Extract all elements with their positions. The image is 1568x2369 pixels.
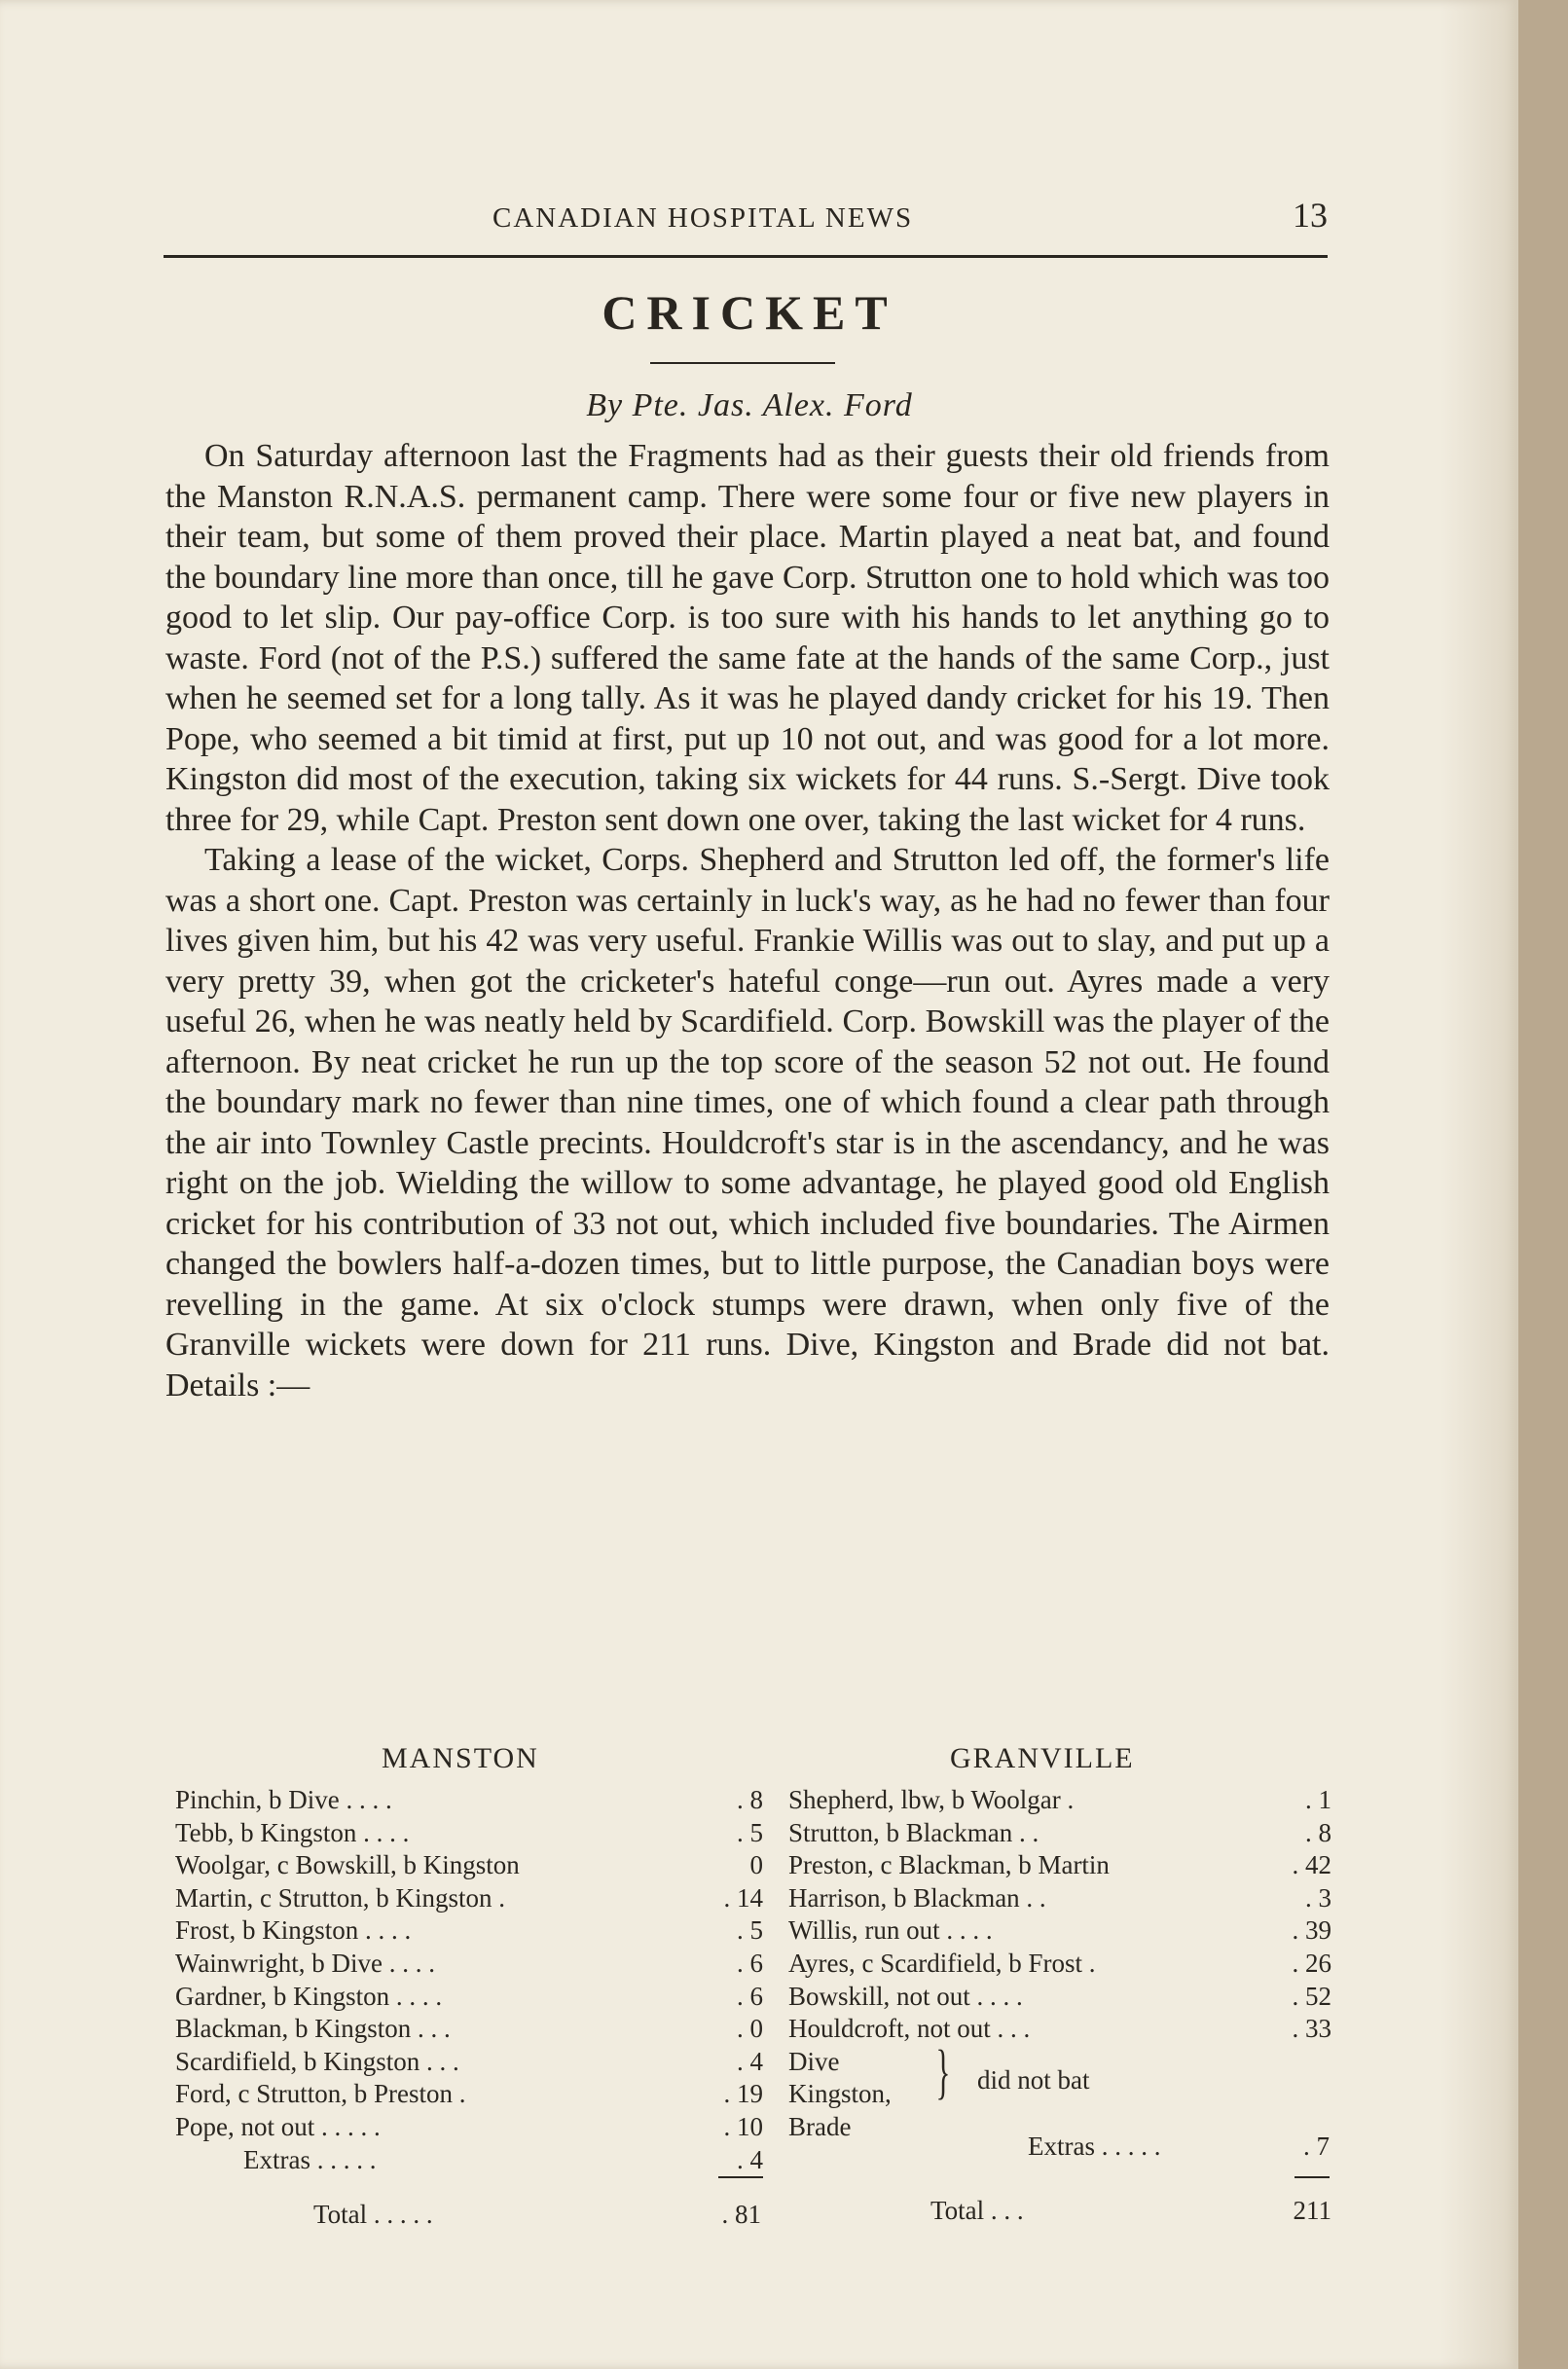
score-row [788,1818,1331,1851]
runs-value: . 6 [737,1949,763,1978]
runs-value: . 0 [737,2014,763,2044]
batsman-entry: Martin, c Strutton, b Kingston . [175,1882,505,1913]
runs-value: . 1 [1305,1785,1331,1814]
runs-value: . 52 [1292,1981,1331,2011]
runs-value: . 3 [1305,1882,1331,1913]
runs-value: . 14 [723,1882,763,1913]
byline: By Pte. Jas. Alex. Ford [586,387,913,423]
score-row [175,1785,763,1818]
batsman-entry: Tebb, b Kingston . . . . [175,1817,410,1847]
batsman-entry: Woolgar, c Bowskill, b Kingston [175,1850,520,1880]
article-body [165,436,1330,1405]
batsman-entry: Scardifield, b Kingston . . . [175,2046,459,2076]
article-title: CRICKET [602,285,897,340]
batsman-entry: Ayres, c Scardifield, b Frost . [788,1949,1096,1978]
runs-value: 0 [749,1850,763,1880]
header-rule [164,255,1328,258]
score-row [175,1850,763,1883]
score-row [175,1883,763,1916]
batsman-entry: Houldcroft, not out . . . [788,2014,1031,2044]
runs-value: . 4 [737,2046,763,2076]
score-row [788,1915,1331,1949]
batsman-entry: Preston, c Blackman, b Martin [788,1850,1110,1880]
batsman-entry: Brade [788,2112,852,2141]
manston-total-row [313,2200,761,2233]
runs-value: . 8 [737,1785,763,1814]
score-row [175,2112,763,2145]
score-row [788,1785,1331,1818]
score-row [175,2145,763,2178]
runs-value: . 39 [1292,1915,1331,1946]
running-header [164,191,1328,245]
runs-value: . 10 [723,2112,763,2141]
page-number: 13 [1293,196,1328,235]
batsman-entry: Dive [788,2046,840,2076]
batsman-entry: Extras . . . . . [243,2144,377,2174]
runs-value: . 26 [1292,1949,1331,1978]
running-title: CANADIAN HOSPITAL NEWS [492,202,914,234]
runs-value: . 42 [1292,1850,1331,1880]
batsman-entry: Pope, not out . . . . . [175,2112,381,2141]
score-row [175,1982,763,2015]
granville-extras: . 7 [1303,2132,1330,2161]
runs-value: . 5 [737,1817,763,1847]
manston-sum-rule [718,2176,763,2178]
batsman-entry: Strutton, b Blackman . . [788,1817,1039,1847]
score-row [175,2047,763,2080]
batsman-entry: Kingston, [788,2079,892,2109]
score-row [175,1949,763,1982]
batsman-entry: Gardner, b Kingston . . . . [175,1981,443,2011]
runs-value: . 5 [737,1915,763,1946]
batsman-entry: Bowskill, not out . . . . [788,1981,1023,2011]
score-row [175,1915,763,1949]
extras-label: Extras . . . . . [1028,2132,1161,2161]
batsman-entry: Blackman, b Kingston . . . [175,2014,451,2044]
granville-extras-row [862,2132,1330,2165]
batsman-entry: Pinchin, b Dive . . . . [175,1785,392,1814]
score-row [788,1982,1331,2015]
total-label: Total . . . . . [313,2200,433,2229]
batsman-entry: Ford, c Strutton, b Preston . [175,2079,466,2109]
score-row [788,1850,1331,1883]
did-not-bat-brace: } [935,2039,951,2105]
runs-value: . 19 [723,2079,763,2109]
granville-total-row [930,2196,1331,2229]
score-row [788,1883,1331,1916]
paragraph: Taking a lease of the wicket, Corps. Shepherd and Strutton led off, the former's life was a short one. Capt. Preston was certainly in luck's way, as he had no fewer than four lives given him, but his 42 was very useful. Frankie Willis was out to slay, and put up a very pretty 39, when got the cricketer's hateful conge—run out. Ayres made a very useful 26, when he was neatly held by Scardifield. Corp. Bowskill was the player of the afternoon. By neat cricket he run up the top score of the season 52 not out. He found the boundary mark no fewer than nine times, one of which found a clear path through the air into Townley Castle precints. Houldcroft's star is in the ascendancy, and he was right on the job. Wielding the willow to some advantage, he played good old English cricket for his contribution of 33 not out, which included five boundaries. The Airmen changed the bowlers half-a-dozen times, but to little purpose, the Canadian boys were revelling in the game. At six o'clock stumps were drawn, when only five of the Granville wickets were down for 211 runs. Dive, Kingston and Brade did not bat. Details :— [165,842,1330,1403]
runs-value: . 8 [1305,1817,1331,1847]
page-edge-shadow [1440,0,1518,2369]
score-row [175,2079,763,2112]
score-row [788,2014,1331,2047]
manston-total: . 81 [721,2200,761,2229]
score-row [175,2014,763,2047]
runs-value: . 6 [737,1981,763,2011]
score-row [175,1818,763,1851]
title-rule [650,362,835,364]
batsman-entry: Shepherd, lbw, b Woolgar . [788,1785,1075,1814]
did-not-bat-label: did not bat [977,2065,1090,2095]
score-row [788,1949,1331,1982]
team-heading-granville: GRANVILLE [950,1742,1135,1774]
granville-sum-rule [1295,2176,1330,2178]
batsman-entry: Harrison, b Blackman . . [788,1882,1046,1913]
granville-total: 211 [1293,2196,1331,2225]
batsman-entry: Willis, run out . . . . [788,1915,993,1946]
paragraph: On Saturday afternoon last the Fragments had as their guests their old friends from the Manston R.N.A.S. permanent camp. There were some four or five new players in their team, but some of them proved their place. Martin played a neat bat, and found the boundary line more than once, till he gave Corp. Strutton one to hold which was too good to let slip. Our pay-office Corp. is too sure with his hands to let anything go to waste. Ford (not of the P.S.) suffered the same fate at the hands of the same Corp., just when he seemed set for a long tally. As it was he played dandy cricket for his 19. Then Pope, who seemed a bit timid at first, put up 10 not out, and was good for a lot more. Kingston did most of the execution, taking six wickets for 44 runs. S.-Sergt. Dive took three for 29, while Capt. Preston sent down one over, taking the last wicket for 4 runs. [165,438,1330,838]
runs-value: . 4 [737,2144,763,2174]
team-heading-manston: MANSTON [382,1742,539,1774]
batsman-entry: Frost, b Kingston . . . . [175,1915,412,1946]
batsman-entry: Wainwright, b Dive . . . . [175,1949,436,1978]
scorecard [165,1742,1333,2248]
runs-value: . 33 [1292,2014,1331,2044]
total-label: Total . . . [930,2196,1024,2225]
